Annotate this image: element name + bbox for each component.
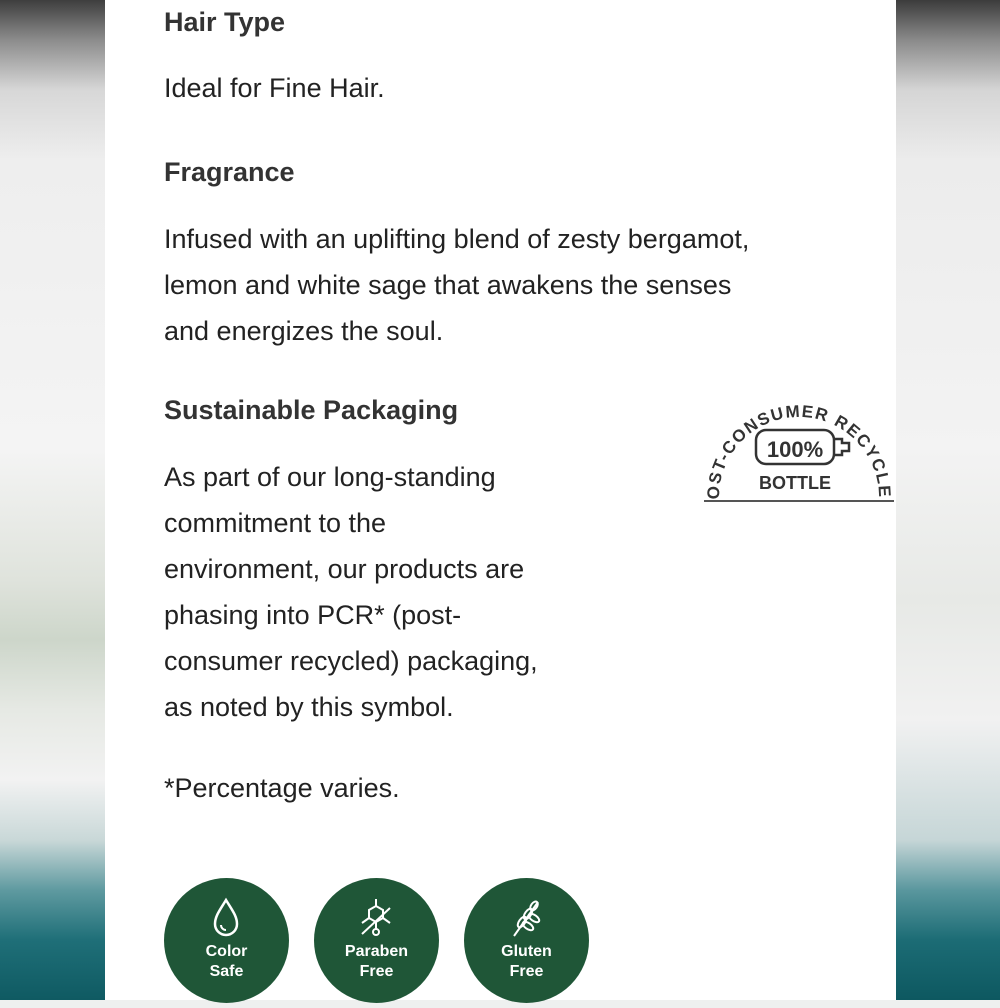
fragrance-line: lemon and white sage that awakens the senses <box>164 270 732 300</box>
molecule-icon <box>356 896 396 940</box>
pcr-percent: 100% <box>766 437 824 462</box>
pcr-bottle-label: BOTTLE <box>759 473 831 493</box>
pcr-arc-text: OST-CONSUMER RECYCLE <box>703 401 895 500</box>
sustainable-line: As part of our long-standing <box>164 462 496 492</box>
badge-label: Safe <box>209 963 244 980</box>
sustainable-line: phasing into PCR* (post- <box>164 600 462 630</box>
fragrance-text <box>164 216 844 354</box>
fragrance-heading: Fragrance <box>164 157 295 187</box>
background-right-edge <box>896 0 1000 1000</box>
sustainable-packaging-text <box>164 454 604 730</box>
fragrance-line: and energizes the soul. <box>164 316 444 346</box>
fragrance-line: Infused with an uplifting blend of zesty bergamot, <box>164 224 750 254</box>
percentage-footnote: *Percentage varies. <box>164 773 400 803</box>
color-safe-badge <box>164 878 289 1003</box>
badge-label: Free <box>509 963 544 980</box>
paraben-free-badge <box>314 878 439 1003</box>
sustainable-line: as noted by this symbol. <box>164 692 454 722</box>
badge-label: Color <box>205 943 248 960</box>
product-badges <box>164 878 664 1008</box>
sustainable-line: consumer recycled) packaging, <box>164 646 538 676</box>
hair-type-heading: Hair Type <box>164 7 286 37</box>
badge-label: Free <box>359 963 394 980</box>
hair-type-text: Ideal for Fine Hair. <box>164 73 385 103</box>
gluten-free-badge <box>464 878 589 1003</box>
badge-label: Gluten <box>501 943 552 960</box>
pcr-recycled-logo <box>699 385 899 515</box>
droplet-icon <box>206 896 246 940</box>
badge-label: Paraben <box>344 943 409 960</box>
wheat-icon <box>506 896 546 940</box>
sustainable-line: environment, our products are <box>164 554 525 584</box>
sustainable-packaging-heading: Sustainable Packaging <box>164 395 459 425</box>
sustainable-line: commitment to the <box>164 508 387 538</box>
background-left-edge <box>0 0 105 1000</box>
product-details-panel <box>105 0 896 1000</box>
